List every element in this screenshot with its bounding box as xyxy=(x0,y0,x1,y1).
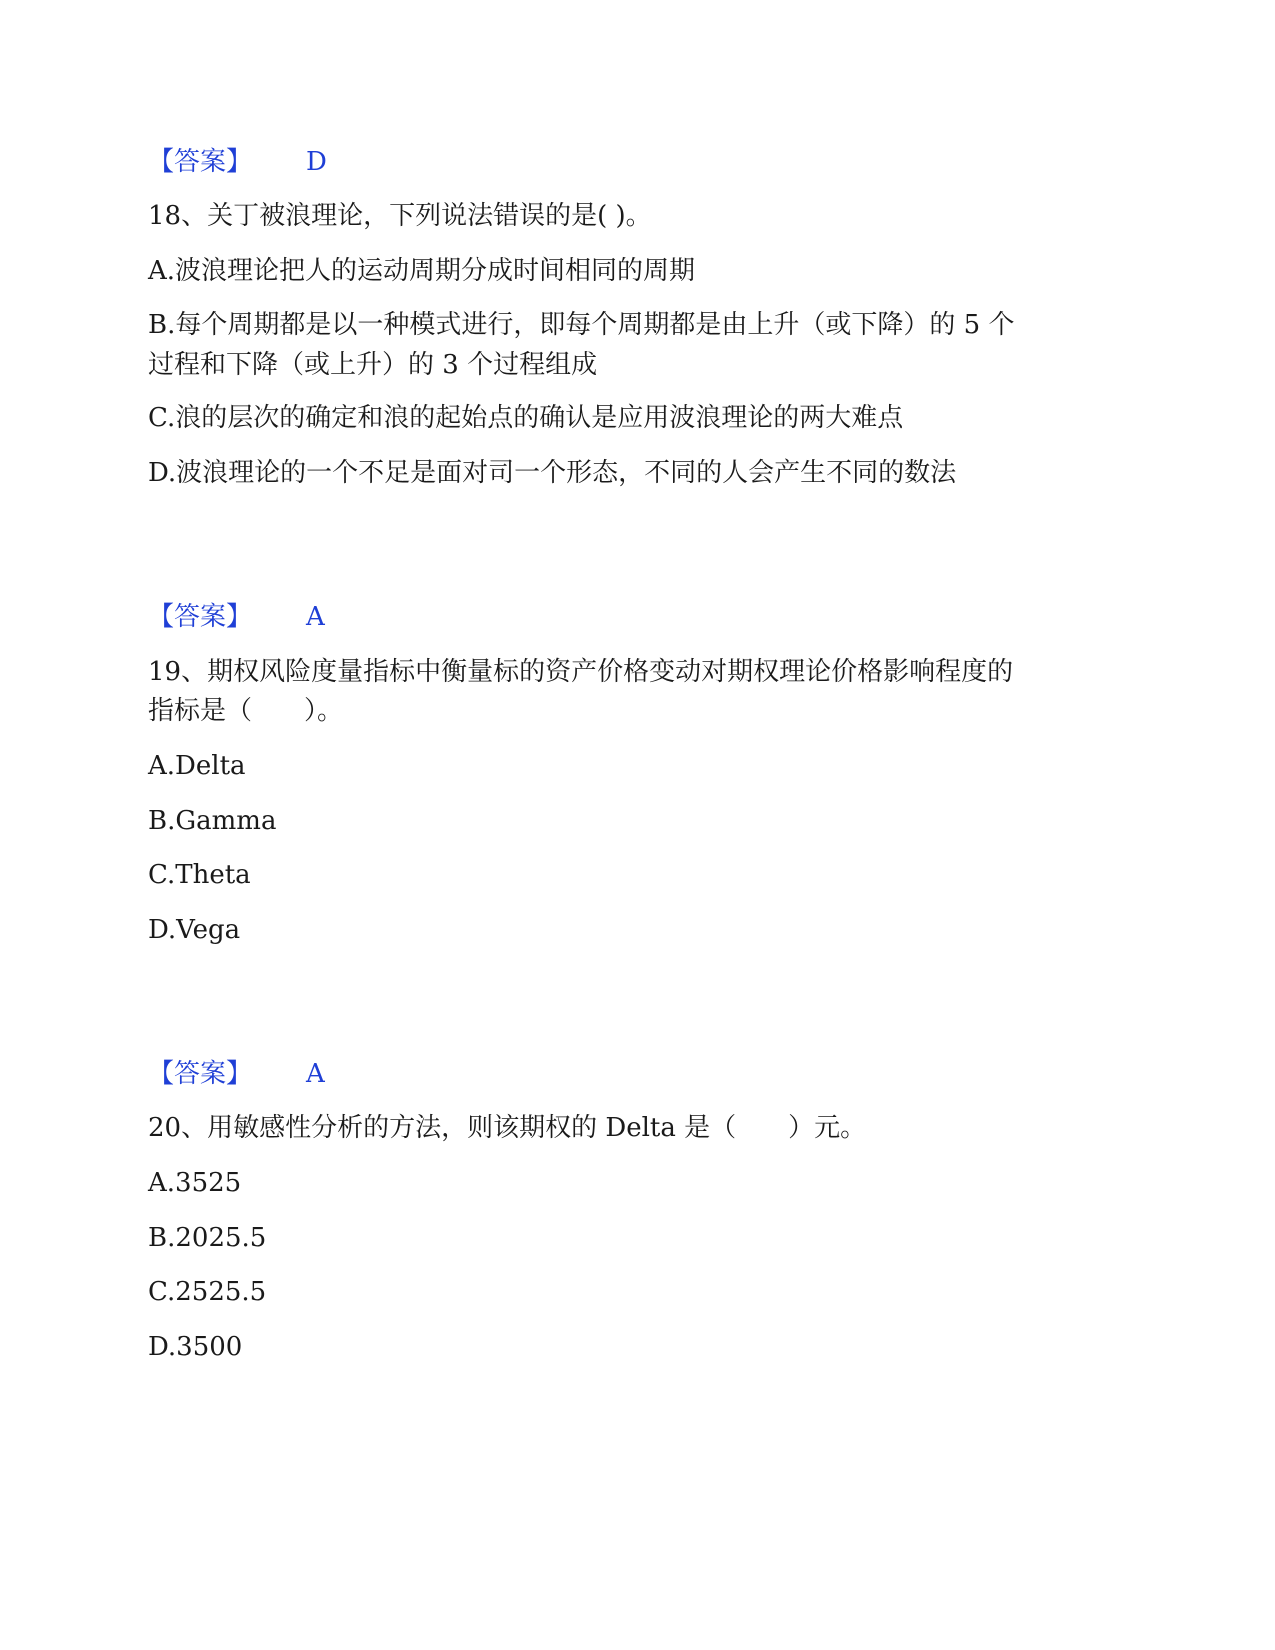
answer-value: D xyxy=(306,147,327,177)
answer-line-18 xyxy=(148,597,325,637)
question-18-option-c: C.浪的层次的确定和浪的起始点的确认是应用波浪理论的两大难点 xyxy=(148,403,904,433)
answer-line-19 xyxy=(148,1054,325,1094)
question-20-stem: 20、用敏感性分析的方法，则该期权的 Delta 是（ ）元。 xyxy=(148,1113,867,1143)
answer-label: 【答案】 xyxy=(148,147,253,177)
answer-value: A xyxy=(306,1059,325,1089)
question-18-option-d: D.波浪理论的一个不足是面对司一个形态，不同的人会产生不同的数法 xyxy=(148,458,957,488)
question-18-option-b-cont: 过程和下降（或上升）的 3 个过程组成 xyxy=(148,350,598,380)
question-20-option-d: D.3500 xyxy=(148,1332,243,1362)
answer-label: 【答案】 xyxy=(148,1059,253,1089)
question-19-option-c: C.Theta xyxy=(148,860,251,890)
question-19-stem-line2: 指标是（ ）。 xyxy=(148,696,344,726)
question-19-stem-line1: 19、期权风险度量指标中衡量标的资产价格变动对期权理论价格影响程度的 xyxy=(148,657,1014,687)
question-19-option-d: D.Vega xyxy=(148,915,241,945)
question-18-option-a: A.波浪理论把人的运动周期分成时间相同的周期 xyxy=(148,256,696,286)
question-18-stem: 18、关丁被浪理论，下列说法错误的是( )。 xyxy=(148,201,652,231)
question-19-option-b: B.Gamma xyxy=(148,806,277,836)
question-20-option-c: C.2525.5 xyxy=(148,1277,267,1307)
answer-label: 【答案】 xyxy=(148,602,253,632)
question-19-option-a: A.Delta xyxy=(148,751,246,781)
question-20-option-b: B.2025.5 xyxy=(148,1223,267,1253)
question-18-option-b: B.每个周期都是以一种模式进行，即每个周期都是由上升（或下降）的 5 个 xyxy=(148,310,1015,340)
answer-value: A xyxy=(306,602,325,632)
question-20-option-a: A.3525 xyxy=(148,1168,242,1198)
answer-line-17 xyxy=(148,142,327,182)
